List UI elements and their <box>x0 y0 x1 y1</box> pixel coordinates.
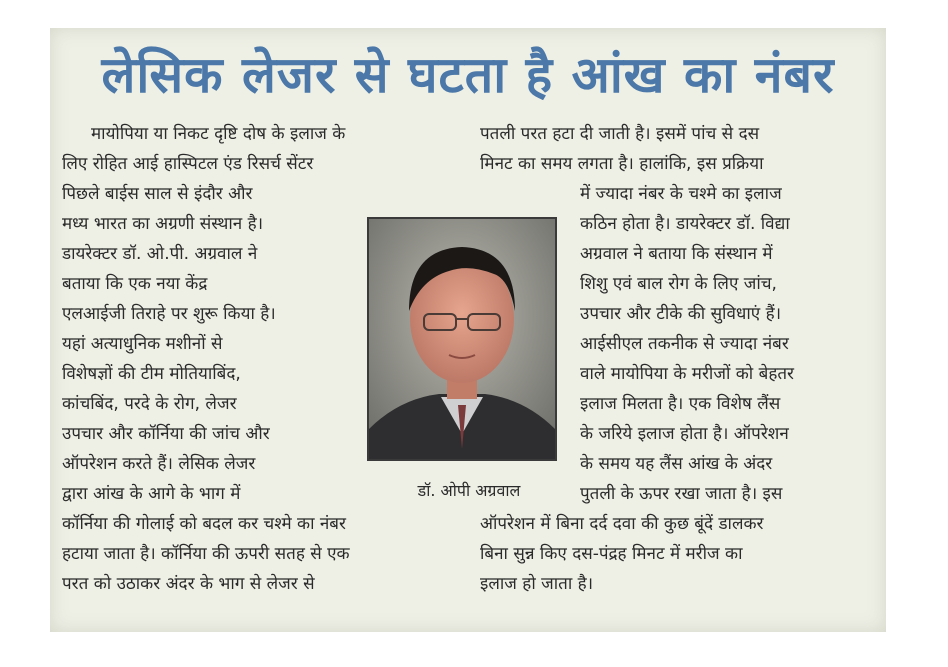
left-line-5: डायरेक्टर डॉ. ओ.पी. अग्रवाल ने <box>62 244 258 264</box>
left-line-2: लिए रोहित आई हास्पिटल एंड रिसर्च सेंटर <box>62 154 314 174</box>
right-line-4: कठिन होता है। डायरेक्टर डॉ. विद्या <box>580 214 790 234</box>
left-line-14: कॉर्निया की गोलाई को बदल कर चश्मे का नंबर <box>62 514 346 534</box>
left-line-3: पिछले बाईस साल से इंदौर और <box>62 184 253 204</box>
left-line-8: यहां अत्याधुनिक मशीनों से <box>62 334 223 354</box>
right-line-2: मिनट का समय लगता है। हालांकि, इस प्रक्रिया <box>480 154 764 174</box>
left-line-13: द्वारा आंख के आगे के भाग में <box>62 484 241 504</box>
right-line-10: इलाज मिलता है। एक विशेष लैंस <box>580 394 781 414</box>
left-line-10: कांचबिंद, परदे के रोग, लेजर <box>62 394 237 414</box>
doctor-portrait-photo <box>367 217 557 461</box>
photo-caption: डॉ. ओपी अग्रवाल <box>417 481 521 500</box>
right-line-5: अग्रवाल ने बताया कि संस्थान में <box>580 244 773 264</box>
left-line-1: मायोपिया या निकट दृष्टि दोष के इलाज के <box>91 124 346 144</box>
left-line-16: परत को उठाकर अंदर के भाग से लेजर से <box>62 574 315 594</box>
right-line-13: पुतली के ऊपर रखा जाता है। इस <box>580 484 783 504</box>
right-line-9: वाले मायोपिया के मरीजों को बेहतर <box>580 364 794 384</box>
right-line-15: बिना सुन्न किए दस-पंद्रह मिनट में मरीज का <box>480 544 743 564</box>
left-line-9: विशेषज्ञों की टीम मोतियाबिंद, <box>62 364 241 384</box>
right-line-8: आईसीएल तकनीक से ज्यादा नंबर <box>580 334 789 354</box>
right-line-3: में ज्यादा नंबर के चश्मे का इलाज <box>580 184 782 204</box>
portrait-illustration <box>369 219 555 459</box>
right-line-16: इलाज हो जाता है। <box>480 574 594 594</box>
right-line-12: के समय यह लैंस आंख के अंदर <box>580 454 773 474</box>
right-line-7: उपचार और टीके की सुविधाएं हैं। <box>580 304 782 324</box>
left-line-4: मध्य भारत का अग्रणी संस्थान है। <box>62 214 264 234</box>
left-line-12: ऑपरेशन करते हैं। लेसिक लेजर <box>62 454 256 474</box>
right-line-1: पतली परत हटा दी जाती है। इसमें पांच से दस <box>480 124 760 144</box>
right-line-6: शिशु एवं बाल रोग के लिए जांच, <box>580 274 777 294</box>
left-line-6: बताया कि एक नया केंद्र <box>62 274 208 294</box>
right-line-14: ऑपरेशन में बिना दर्द दवा की कुछ बूंदें डालकर <box>480 514 764 534</box>
left-line-7: एलआईजी तिराहे पर शुरू किया है। <box>62 304 276 324</box>
left-line-15: हटाया जाता है। कॉर्निया की ऊपरी सतह से एक <box>62 544 350 564</box>
right-line-11: के जरिये इलाज होता है। ऑपरेशन <box>580 424 789 444</box>
left-line-11: उपचार और कॉर्निया की जांच और <box>62 424 270 444</box>
headline: लेसिक लेजर से घटता है आंख का नंबर <box>101 46 835 104</box>
